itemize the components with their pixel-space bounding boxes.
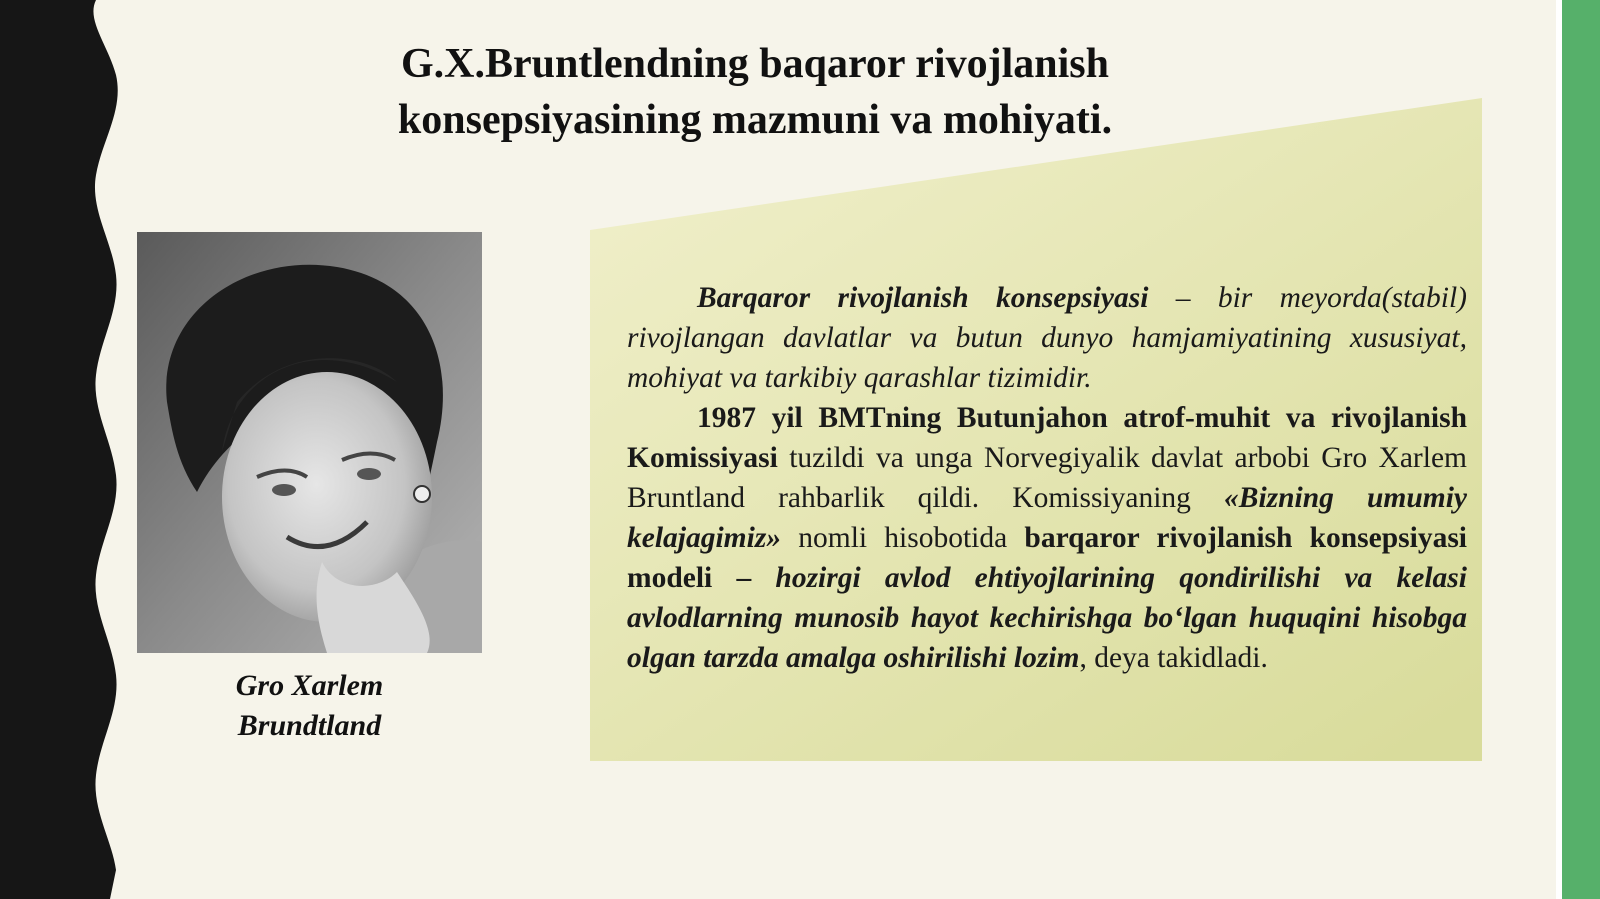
commission-text-3: , deya takidladi. xyxy=(1079,642,1268,674)
definition-text: – bir meyorda(stabil) rivojlangan davlatlar va butun dunyo hamjamiyatining xususiyat, mohiyat va tarkibiy qarashlar tizimidir. xyxy=(627,282,1467,394)
portrait-photo xyxy=(137,232,482,653)
paragraph-commission xyxy=(627,398,1467,678)
paragraph-definition xyxy=(627,278,1467,398)
title-line-1: G.X.Bruntlendning baqaror rivojlanish xyxy=(401,41,1109,87)
left-wavy-border xyxy=(0,0,130,899)
commission-text-1: tuzildi va unga Norvegiyalik davlat arbobi Gro Xarlem Bruntland rahbarlik qildi. Komissiyaning xyxy=(627,442,1467,514)
right-white-strip xyxy=(1556,0,1562,899)
model-definition: hozirgi avlod ehtiyojlarining qondirilishi va kelasi avlodlarning munosib hayot kechirishga bo‘lgan huquqini hisobga olgan tarzda amalga oshirilishi lozim xyxy=(627,562,1467,674)
model-label: barqaror rivojlanish konsepsiyasi modeli – xyxy=(627,522,1467,594)
term-sustainable-development: Barqaror rivojlanish konsepsiyasi xyxy=(697,282,1149,314)
caption-line-2: Brundtland xyxy=(237,709,382,742)
title-line-2: konsepsiyasining mazmuni va mohiyati. xyxy=(397,97,1113,143)
definition-text-block xyxy=(627,278,1467,678)
report-title: «Bizning umumiy kelajagimiz» xyxy=(627,482,1467,554)
photo-caption xyxy=(137,666,482,746)
commission-name: 1987 yil BMTning Butunjahon atrof-muhit va rivojlanish Komissiyasi xyxy=(627,402,1467,474)
commission-text-2: nomli hisobotida xyxy=(781,522,1025,554)
caption-line-1: Gro Xarlem xyxy=(235,669,384,702)
right-green-bar xyxy=(1562,0,1600,899)
